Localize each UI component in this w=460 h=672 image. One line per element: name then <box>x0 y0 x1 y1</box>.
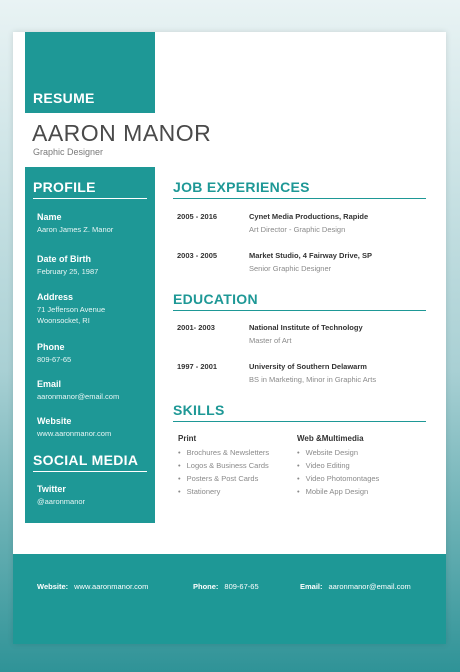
footer <box>13 554 446 644</box>
footer-phone-label: Phone: <box>193 582 219 591</box>
skill-item: • Mobile App Design <box>297 485 379 498</box>
resume-banner <box>25 32 155 113</box>
experience-org: Cynet Media Productions, Rapide <box>249 212 369 221</box>
footer-phone <box>193 582 259 591</box>
education-heading: EDUCATION <box>173 291 426 311</box>
profile-heading: PROFILE <box>33 179 147 199</box>
social-twitter-value: @aaronmanor <box>37 497 86 506</box>
footer-phone-value: 809-67-65 <box>224 582 259 591</box>
profile-email-label: Email <box>37 379 62 389</box>
profile-dob <box>37 254 98 278</box>
footer-website <box>37 582 148 591</box>
skills-heading: SKILLS <box>173 402 426 422</box>
skill-item: • Stationery <box>178 485 269 498</box>
education-school: University of Southern Delawarm <box>249 362 367 371</box>
education-degree: BS in Marketing, Minor in Graphic Arts <box>249 375 377 384</box>
skill-item: • Logos & Business Cards <box>178 459 269 472</box>
skills-print-label: Print <box>178 434 197 443</box>
profile-name <box>37 212 113 236</box>
candidate-title: Graphic Designer <box>33 147 104 157</box>
skills-web-column <box>297 434 379 498</box>
profile-dob-value: February 25, 1987 <box>37 267 99 276</box>
experience-heading: JOB EXPERIENCES <box>173 179 426 199</box>
profile-website <box>37 416 111 440</box>
profile-website-label: Website <box>37 416 72 426</box>
social-heading: SOCIAL MEDIA <box>33 452 147 472</box>
social-twitter <box>37 484 85 508</box>
education-date: 2001- 2003 <box>177 323 215 332</box>
sidebar <box>25 167 155 523</box>
profile-website-value: www.aaronmanor.com <box>37 429 112 438</box>
skill-item: • Brochures & Newsletters <box>178 446 269 459</box>
profile-address-label: Address <box>37 292 74 302</box>
profile-dob-label: Date of Birth <box>37 254 91 264</box>
profile-name-label: Name <box>37 212 62 222</box>
experience-role: Senior Graphic Designer <box>249 264 332 273</box>
skill-item: • Posters & Post Cards <box>178 472 269 485</box>
profile-email-value: aaronmanor@email.com <box>37 392 120 401</box>
skills-web-label: Web &Multimedia <box>297 434 364 443</box>
profile-phone <box>37 342 71 366</box>
skills-print-column <box>178 434 269 498</box>
profile-address <box>37 292 105 327</box>
footer-email-value: aaronmanor@email.com <box>328 582 411 591</box>
education-school: National Institute of Technology <box>249 323 363 332</box>
resume-page <box>13 32 446 644</box>
education-degree: Master of Art <box>249 336 292 345</box>
skill-item: • Website Design <box>297 446 379 459</box>
profile-email <box>37 379 119 403</box>
profile-phone-value: 809-67-65 <box>37 355 72 364</box>
experience-org: Market Studio, 4 Fairway Drive, SP <box>249 251 372 260</box>
footer-website-label: Website: <box>37 582 69 591</box>
social-twitter-label: Twitter <box>37 484 66 494</box>
experience-role: Art Director - Graphic Design <box>249 225 346 234</box>
profile-phone-label: Phone <box>37 342 65 352</box>
profile-name-value: Aaron James Z. Manor <box>37 225 114 234</box>
resume-label: RESUME <box>33 90 95 106</box>
candidate-name: AARON MANOR <box>32 120 212 146</box>
experience-date: 2005 - 2016 <box>177 212 218 221</box>
skill-item: • Video Editing <box>297 459 379 472</box>
education-date: 1997 - 2001 <box>177 362 218 371</box>
experience-date: 2003 - 2005 <box>177 251 218 260</box>
footer-email <box>300 582 411 591</box>
profile-address-value: 71 Jefferson Avenue Woonsocket, RI <box>37 305 106 325</box>
footer-website-value: www.aaronmanor.com <box>74 582 149 591</box>
skill-item: • Video Photomontages <box>297 472 379 485</box>
footer-email-label: Email: <box>300 582 323 591</box>
